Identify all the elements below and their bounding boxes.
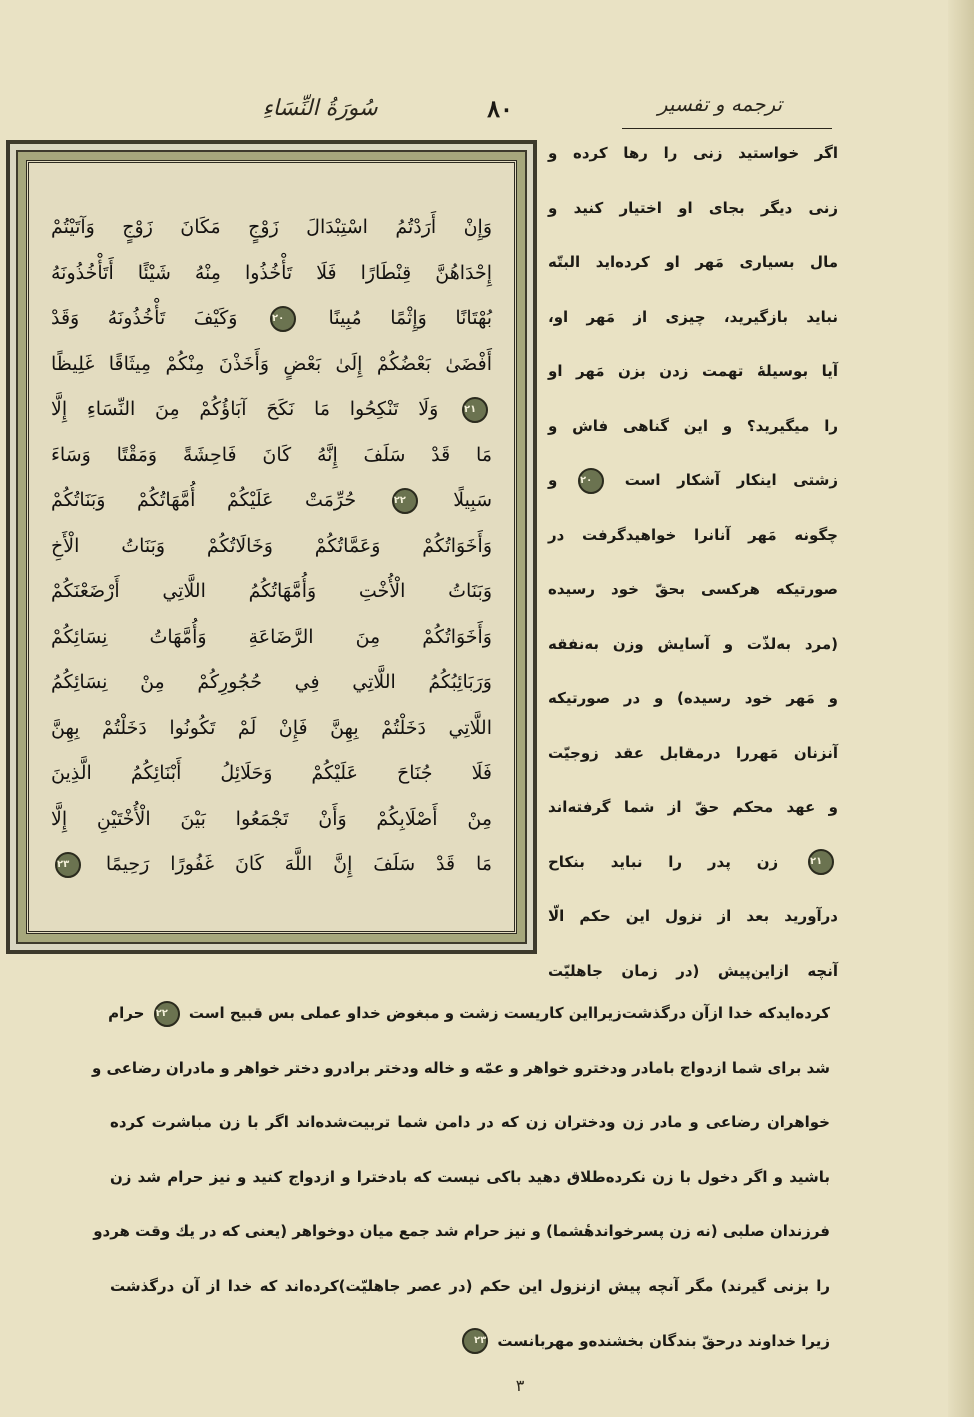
verse-line <box>51 797 492 843</box>
text-line <box>548 247 838 302</box>
frame-border <box>16 150 527 944</box>
line-text: صورتیکه هرکسی بحقّ خود رسیده <box>548 580 838 598</box>
verse-text: مِنْ أَصْلَابِكُمْ وَأَنْ تَجْمَعُوا بَيْنَ الْأُخْتَيْنِ إِلَّا <box>51 807 492 830</box>
line-text: (مرد به‌لذّت و آسایش وزن به‌نفقه <box>548 634 838 653</box>
quran-text-frame <box>6 140 537 954</box>
line-text: آنچه ازاین‌پیش (در زمان جاهلیّت <box>548 961 838 980</box>
verse-text: وَإِنْ أَرَدْتُمُ اسْتِبْدَالَ زَوْجٍ مَكَانَ زَوْجٍ وَآتَيْتُمْ <box>51 216 492 238</box>
ayah-number-marker: ۲۱ <box>462 397 488 423</box>
surah-title: سُورَةُ النِّسَاءِ <box>262 96 378 121</box>
line-text: و مَهر خود رسیده) و در صورتیکه <box>548 689 838 707</box>
verse-text: وَأَخَوَاتُكُمْ وَعَمَّاتُكُمْ وَخَالَاتُكُمْ وَبَنَاتُ الْأَخِ <box>51 534 492 557</box>
page-header <box>0 88 974 138</box>
translation-full-width <box>91 998 830 1380</box>
line-text: زشتی اینکار آشکار است <box>624 471 838 489</box>
line-text: خواهران رضاعی و مادر زن ودختران زن که در دامن شما تربیت‌شده‌اند اگر با زن مباشرت کرده <box>110 1113 830 1132</box>
text-line <box>548 356 838 411</box>
verse-line <box>51 660 492 706</box>
verse-text-after: حُرِّمَتْ عَلَيْكُمْ أُمَّهَاتُكُمْ وَبَنَاتُكُمْ <box>51 489 357 511</box>
text-line <box>110 1271 830 1326</box>
verse-line <box>51 342 492 388</box>
text-line <box>91 1053 830 1108</box>
text-line <box>110 1162 830 1217</box>
verse-line <box>51 751 492 797</box>
translation-column <box>548 138 838 1010</box>
verse-text: فَلَا جُنَاحَ عَلَيْكُمْ وَحَلَائِلُ أَبْنَائِكُمُ الَّذِينَ <box>51 762 492 784</box>
verse-line <box>51 387 492 433</box>
line-text: درآورید بعد از نزول این حکم الّا <box>548 907 838 925</box>
ayah-number-marker: ۲۳ <box>462 1328 488 1354</box>
verse-line <box>51 569 492 615</box>
text-line <box>548 683 838 738</box>
ayah-number-marker: ۲۰ <box>578 468 604 494</box>
line-text: زنی دیگر بجای او اختیار کنید و <box>548 198 838 217</box>
line-text: مال بسیاری مَهر او کرده‌اید البتّه <box>548 253 838 271</box>
verse-text: إِحْدَاهُنَّ قِنْطَارًا فَلَا تَأْخُذُوا مِنْهُ شَيْئًا أَتَأْخُذُونَهُ <box>51 261 492 284</box>
line-text: فرزندان صلبی (نه زن پسرخواندهٔشما) و نیز حرام شد جمع میان دوخواهر (یعنی که در یك وقت هردو <box>93 1222 830 1241</box>
line-text-after: و <box>548 471 558 489</box>
verse-line <box>51 433 492 479</box>
text-line <box>93 1216 830 1271</box>
ayah-number-marker: ۲۲ <box>154 1001 180 1027</box>
verse-text-after: وَلَا تَنْكِحُوا مَا نَكَحَ آبَاؤُكُمْ مِنَ النِّسَاءِ إِلَّا <box>51 398 439 420</box>
verse-text: أَفْضَىٰ بَعْضُكُمْ إِلَىٰ بَعْضٍ وَأَخَذْنَ مِنْكُمْ مِيثَاقًا غَلِيظًا <box>51 352 492 375</box>
verse-line <box>51 842 492 888</box>
line-text: باشید و اگر دخول با زن نکرده‌طلاق دهید باکی نیست که بادخترا و ازدواج کنید و نیز حرام شد زن <box>110 1167 830 1186</box>
header-rule <box>622 128 832 129</box>
text-line <box>110 1107 830 1162</box>
line-text: نباید بازگیرید، چیزی از مَهر او، <box>548 307 838 326</box>
ayah-number-marker: ۲۰ <box>270 306 296 332</box>
ayah-number-marker: ۲۳ <box>55 852 81 878</box>
verse-line <box>51 706 492 752</box>
verse-text: وَأَخَوَاتُكُمْ مِنَ الرَّضَاعَةِ وَأُمَّهَاتُ نِسَائِكُمْ <box>51 625 492 648</box>
text-line <box>548 138 838 193</box>
text-line <box>548 901 838 956</box>
text-line <box>548 302 838 357</box>
text-line <box>548 193 838 248</box>
verse-text-after: وَكَيْفَ تَأْخُذُونَهُ وَقَدْ <box>51 307 238 329</box>
line-text: چگونه مَهر آنانرا خواهیدگرفت در <box>548 525 838 544</box>
book-title: ترجمه و تفسیر <box>657 92 783 116</box>
page-edge <box>948 0 974 1417</box>
text-line <box>548 792 838 847</box>
text-line <box>548 629 838 684</box>
verse-line <box>51 615 492 661</box>
line-text: شد برای شما ازدواج بامادر ودخترو خواهر و عمّه و خاله ودختر برادرو دختر خواهر و مادران رضاعی و <box>91 1058 830 1077</box>
ayah-number-marker: ۲۲ <box>392 488 418 514</box>
verse-line <box>51 251 492 297</box>
text-line <box>110 1326 830 1381</box>
text-line <box>548 520 838 575</box>
text-line <box>548 847 838 902</box>
verse-text: اللَّاتِي دَخَلْتُمْ بِهِنَّ فَإِنْ لَمْ تَكُونُوا دَخَلْتُمْ بِهِنَّ <box>51 716 492 739</box>
line-text: را بزنی گیرند) مگر آنچه پیش ازنزول این حکم (در عصر جاهلیّت)کرده‌اند که خدا از آن درگذشت <box>110 1276 830 1295</box>
line-text: را میگیرید؟ و این گناهی فاش و <box>548 416 838 435</box>
line-text: و عهد محکم حقّ از شما گرفته‌اند <box>548 798 838 816</box>
text-line <box>548 411 838 466</box>
frame-inner <box>26 160 517 934</box>
verse-text: مَا قَدْ سَلَفَ إِنَّ اللَّهَ كَانَ غَفُورًا رَحِيمًا <box>105 853 492 875</box>
verse-line <box>51 205 492 251</box>
text-line <box>548 465 838 520</box>
verse-text: سَبِيلًا <box>453 489 492 511</box>
ayah-number-marker: ۲۱ <box>808 849 834 875</box>
line-text: اگر خواستید زنی را رها کرده و <box>548 144 838 162</box>
text-line <box>548 574 838 629</box>
line-text: زیرا خداوند درحقّ بندگان بخشنده‌و مهربانست <box>497 1331 830 1350</box>
text-line <box>110 998 830 1053</box>
verse-text: وَبَنَاتُ الْأُخْتِ وَأُمَّهَاتُكُمُ اللَّاتِي أَرْضَعْنَكُمْ <box>51 580 492 602</box>
verse-line <box>51 524 492 570</box>
verse-line <box>51 296 492 342</box>
footer-mark: ۳ <box>515 1376 525 1395</box>
line-text: آنزنان مَهررا درمقابل عقد زوجیّت <box>548 743 838 762</box>
line-text: کرده‌ایدکه خدا ازآن درگذشت‌زیرااین کاریست زشت و مبغوض خداو عملی بس قبیح است <box>188 1004 830 1022</box>
verse-text: وَرَبَائِبُكُمُ اللَّاتِي فِي حُجُورِكُمْ مِنْ نِسَائِكُمُ <box>51 671 492 693</box>
line-text: آیا بوسیلهٔ تهمت زدن بزن مَهر او <box>548 362 838 380</box>
text-line <box>548 738 838 793</box>
verse-text: مَا قَدْ سَلَفَ إِنَّهُ كَانَ فَاحِشَةً وَمَقْتًا وَسَاءَ <box>51 443 492 466</box>
verse-text: بُهْتَانًا وَإِثْمًا مُبِينًا <box>328 307 492 329</box>
line-text-after: زن پدر را نباید بنکاح <box>548 852 779 871</box>
arabic-verses <box>51 205 492 888</box>
line-text-after: حرام <box>108 1004 145 1022</box>
page-number: ۸۰ <box>487 94 513 123</box>
verse-line <box>51 478 492 524</box>
